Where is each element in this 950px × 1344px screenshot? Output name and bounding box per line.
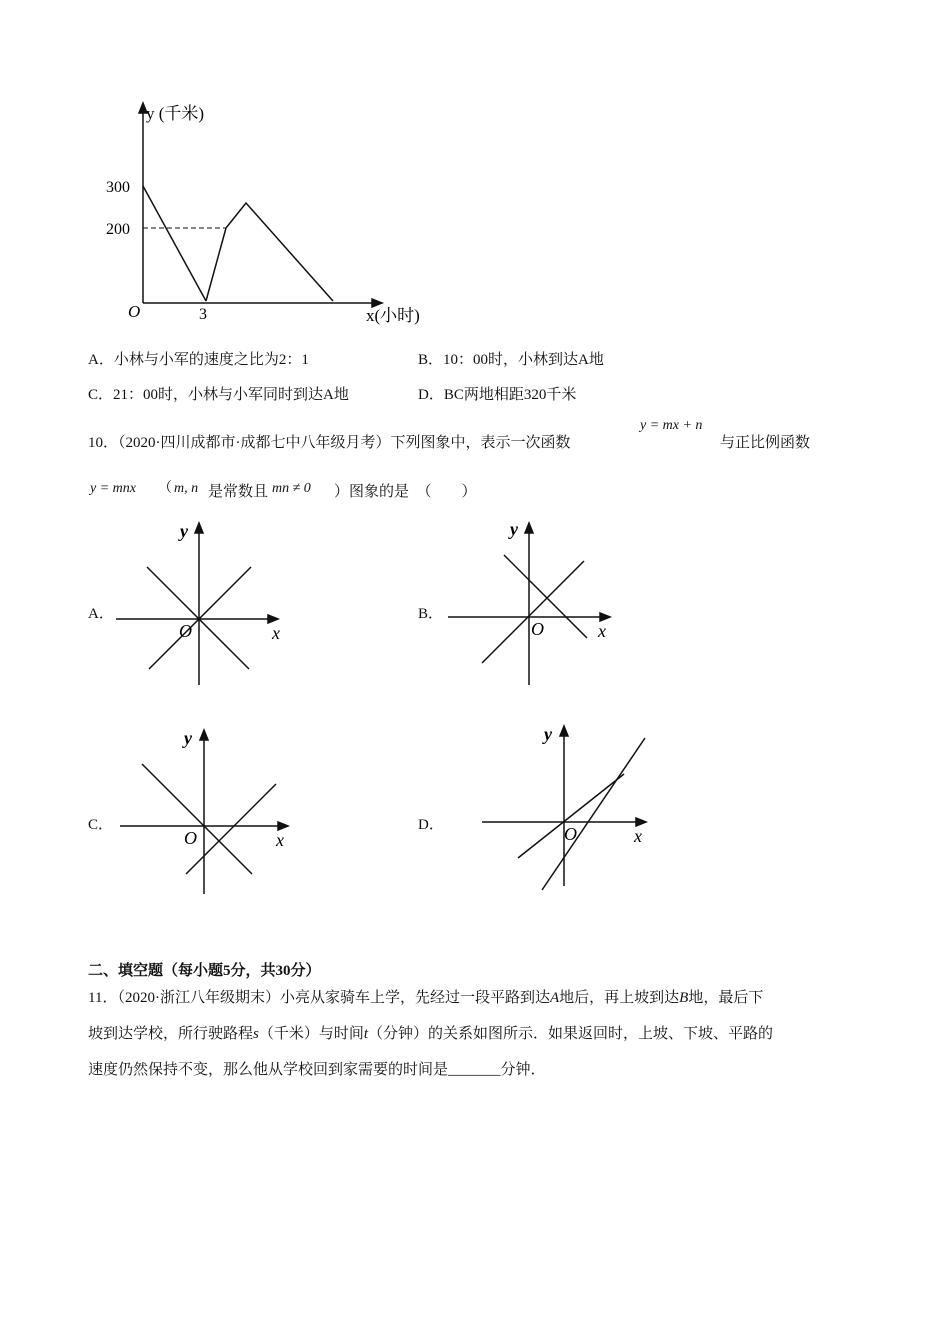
svg-text:y: y <box>544 724 552 744</box>
q10-cond-text: 是常数且 <box>208 484 269 500</box>
q10-graph-c <box>116 722 296 897</box>
q10-option-c-label: C． <box>88 817 114 833</box>
x-axis-label: x(小时) <box>366 306 420 325</box>
svg-text:y: y <box>510 519 518 539</box>
q10-graph-a <box>112 515 292 690</box>
q10-suffix: ）图象的是 （ ） <box>334 484 477 500</box>
line-decreasing <box>142 764 252 874</box>
svg-text:x: x <box>598 621 606 641</box>
line-proportional <box>518 774 624 858</box>
y-tick-300: 300 <box>106 179 130 196</box>
q10-cond-vars: m, n <box>174 481 199 496</box>
q10-cond-expr: mn ≠ 0 <box>272 481 311 496</box>
q10-mid-text: 与正比例函数 <box>720 435 811 451</box>
svg-text:O: O <box>184 828 197 848</box>
line-increasing <box>149 567 251 669</box>
section-title: 二、填空题（每小题5分，共30分） <box>88 963 321 979</box>
q10-option-d-label: D． <box>418 817 444 833</box>
q10-cond-open: （ <box>158 481 172 496</box>
q9-option-c: C．21：00时，小林与小军同时到达A地 <box>88 387 349 403</box>
q10-option-b-label: B． <box>418 606 444 622</box>
svg-text:y: y <box>180 521 188 541</box>
q10-option-a-label: A． <box>88 606 114 622</box>
svg-text:y: y <box>184 728 192 748</box>
q10-func-linear: y = mx + n <box>640 418 703 433</box>
y-axis-label: y (千米) <box>146 104 205 123</box>
svg-text:O: O <box>564 824 577 844</box>
line-increasing <box>482 561 584 663</box>
q9-option-b: B．10：00时，小林到达A地 <box>418 352 604 368</box>
q11-line2: 坡到达学校，所行驶路程s（千米）与时间t（分钟）的关系如图所示．如果返回时，上坡、下坡、平路的 <box>88 1026 774 1042</box>
line-steep <box>542 738 645 890</box>
x-tick-3: 3 <box>199 306 207 323</box>
svg-text:x: x <box>634 826 642 846</box>
line-decreasing <box>504 555 587 638</box>
q10-graph-d <box>480 718 660 893</box>
q11-line1: 11．（2020·浙江八年级期末）小亮从家骑车上学，先经过一段平路到达A地后，再上坡到达B地，最后下 <box>88 990 764 1006</box>
line-increasing <box>186 784 276 874</box>
svg-text:O: O <box>179 621 192 641</box>
line-segment-1 <box>143 186 206 301</box>
q9-option-a: A．小林与小军的速度之比为2：1 <box>88 352 309 368</box>
q11-line3: 速度仍然保持不变，那么他从学校回到家需要的时间是_______分钟． <box>88 1062 546 1078</box>
line-segment-2 <box>206 203 333 301</box>
y-tick-200: 200 <box>106 221 130 238</box>
distance-time-graph <box>100 95 440 335</box>
q10-func-proportional: y = mnx <box>90 481 136 496</box>
svg-text:x: x <box>272 623 280 643</box>
line-decreasing <box>147 567 249 669</box>
q9-option-d: D．BC两地相距320千米 <box>418 387 577 403</box>
origin-label: O <box>128 302 141 321</box>
q10-graph-b <box>444 515 624 690</box>
q10-prefix: 10．（2020·四川成都市·成都七中八年级月考）下列图象中，表示一次函数 <box>88 435 571 451</box>
svg-text:O: O <box>531 619 544 639</box>
svg-text:x: x <box>276 830 284 850</box>
